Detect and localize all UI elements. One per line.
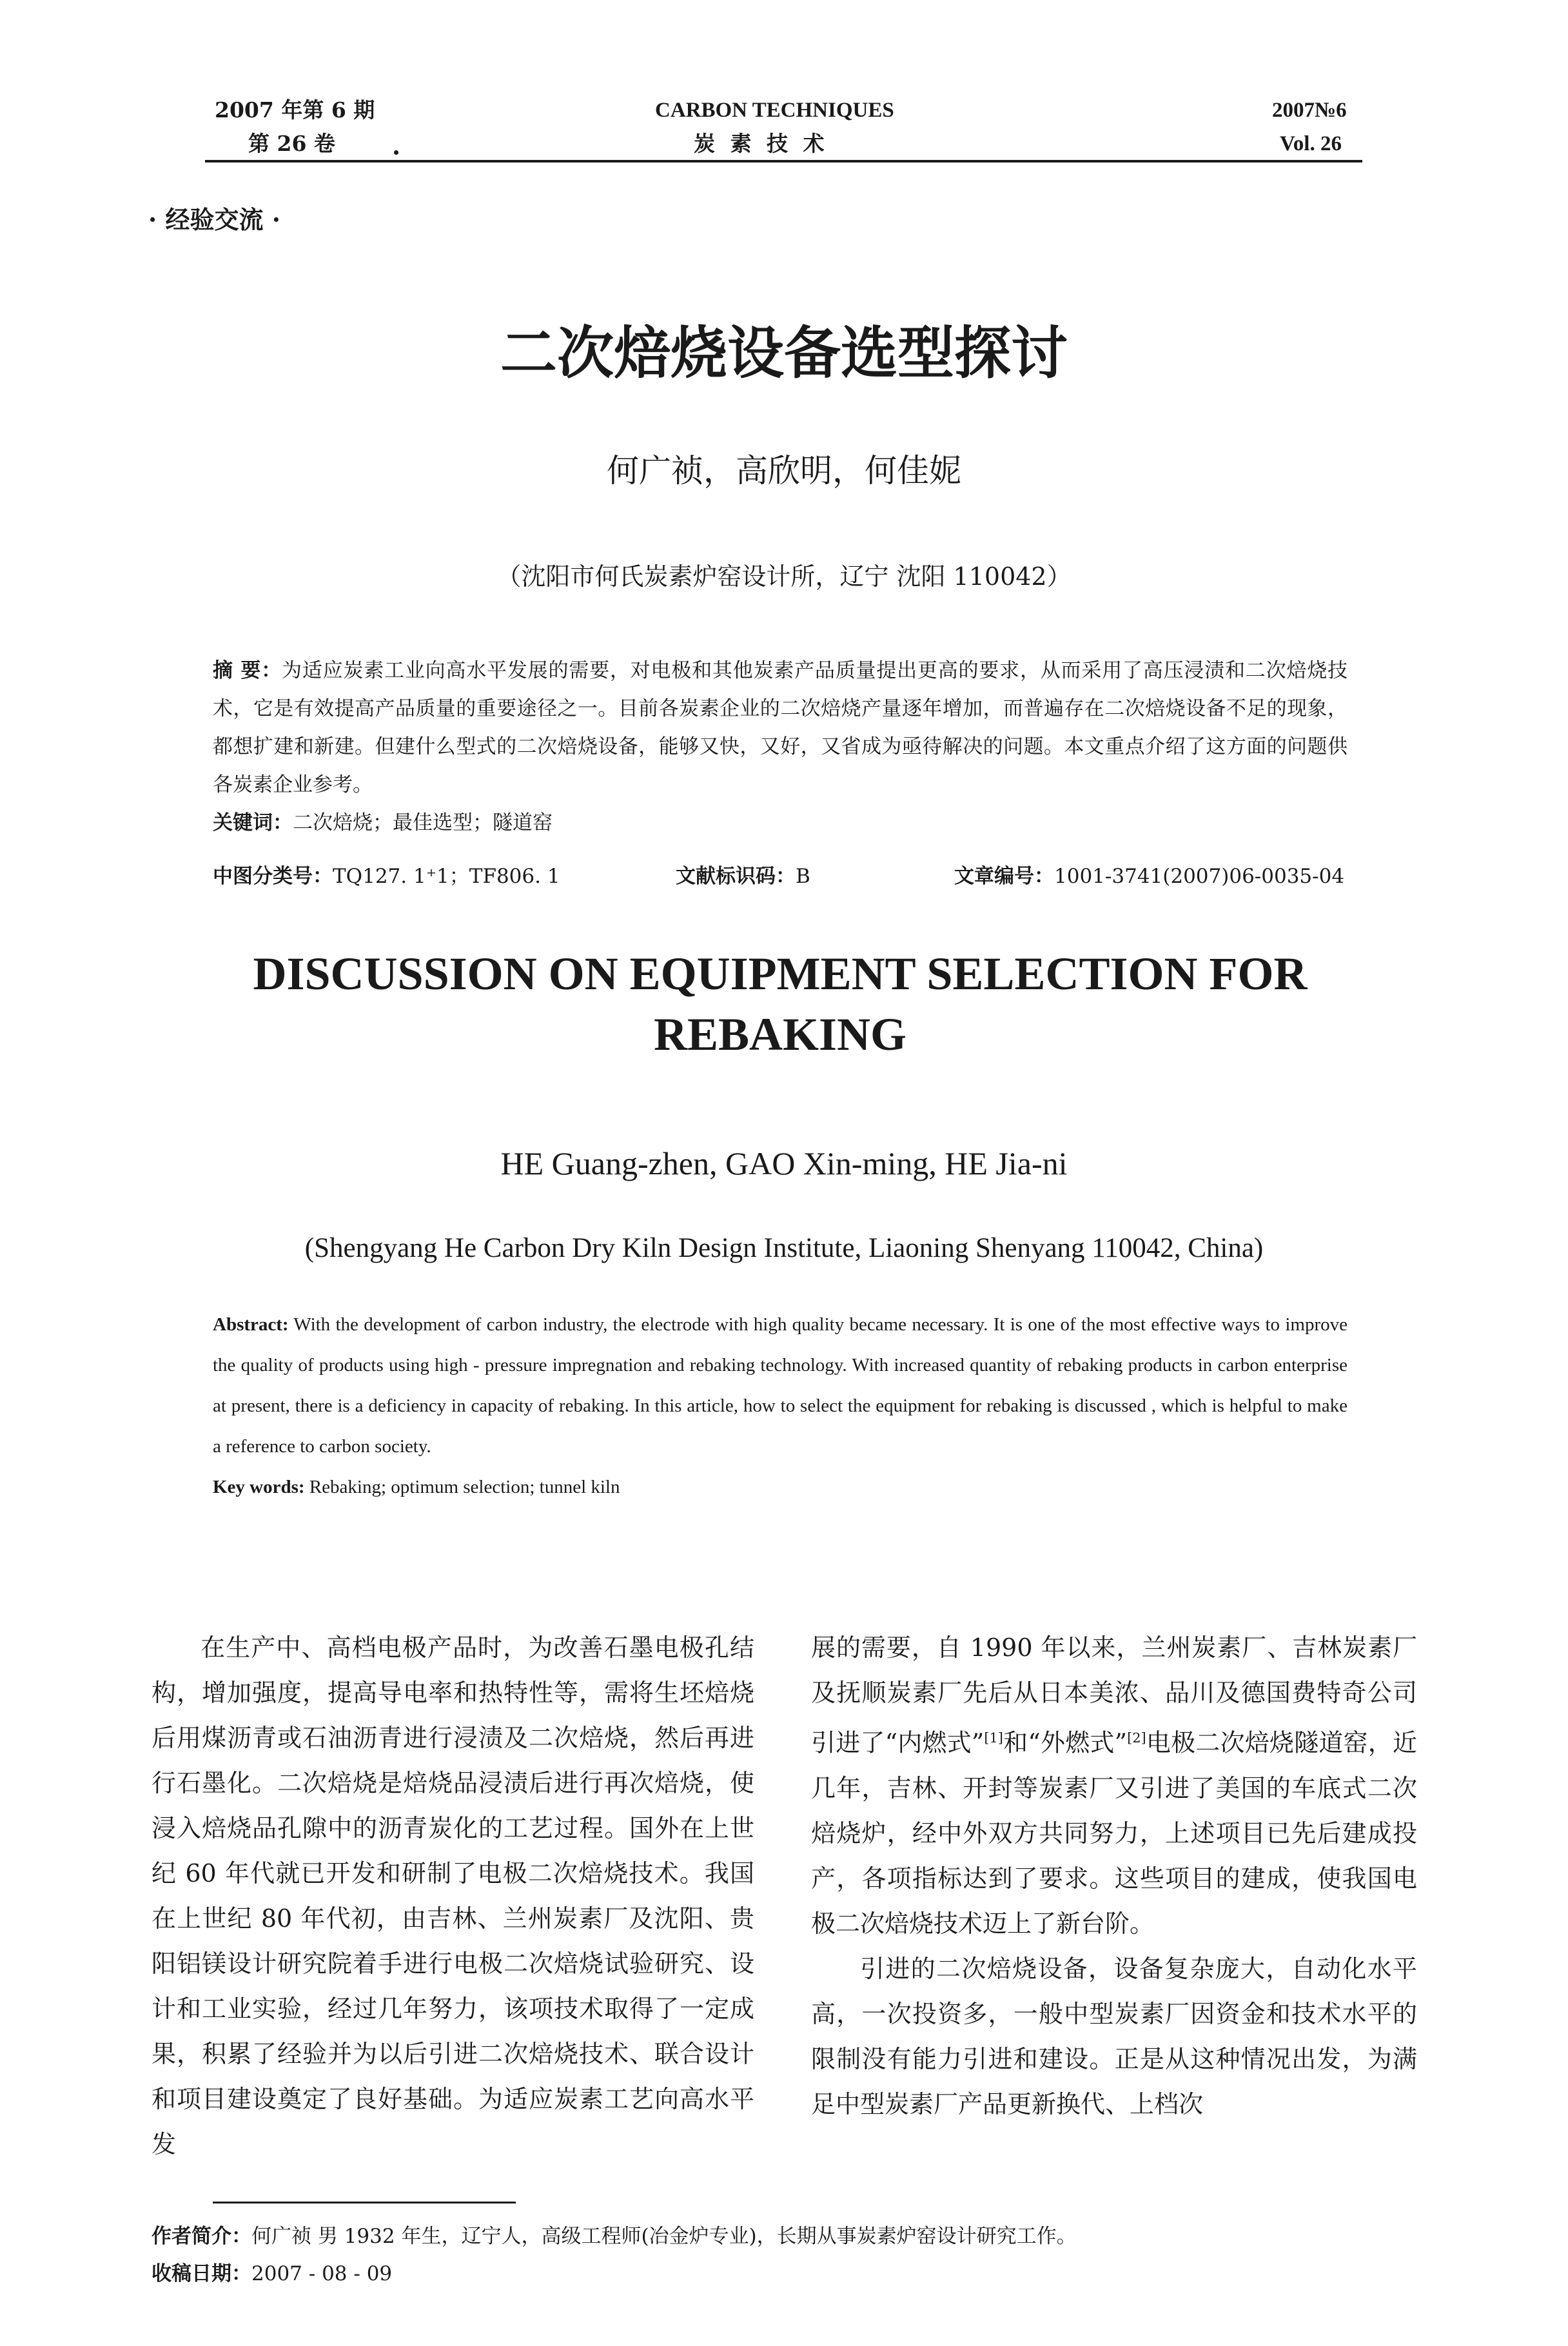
citation-ref: [2] [1127,1730,1146,1746]
en-authors: HE Guang-zhen, GAO Xin-ming, HE Jia-ni [500,1145,1068,1181]
header-year-number: 2007№6 [1272,99,1347,122]
body-right-column [811,1625,1417,2127]
en-abstract [213,1305,1348,1508]
body-text: 和“外燃式” [1003,1728,1128,1757]
footnote-rule [213,2202,516,2203]
section-tag: · 经验交流 · [148,205,280,234]
clc-line [213,860,560,889]
body-paragraph [811,1625,1417,1946]
header-journal-en: CARBON TECHNIQUES [655,99,894,122]
cn-abstract [213,652,1348,842]
article-no-line [954,860,1344,889]
body-text: 电极二次焙烧隧道窑，近几年，吉林、开封等炭素厂又引进了美国的车底式二次焙烧炉，经中外双方共同努力，上述项目已先后建成投产，各项指标达到了要求。这些项目的建成，使我国电极二次焙烧技术迈上了新台阶。 [811,1728,1417,1938]
en-abstract-text: With the development of carbon industry, the electrode with high quality became necessary. It is one of the most effective ways to improve the quality of products using high - pressure impregnation and rebaking technology. With increased quantity of rebaking products in carbon enterprise at present, there is a deficiency in capacity of rebaking. In this article, how to select the equipment for rebaking is discussed , which is helpful to make a reference to carbon society. [213,1314,1348,1457]
en-affiliation: (Shengyang He Carbon Dry Kiln Design Institute, Liaoning Shenyang 110042, China) [304,1233,1264,1263]
cn-keywords-label: 关键词： [213,811,293,834]
header-volume-cn: 第 26 卷 [248,131,335,156]
citation-ref: [1] [984,1730,1003,1746]
clc-value: TQ127. 1⁺1；TF806. 1 [333,865,560,888]
en-title: DISCUSSION ON EQUIPMENT SELECTION FOR REBAKING [253,948,1308,1060]
en-keywords-label: Key words: [213,1477,305,1497]
body-paragraph: 在生产中、高档电极产品时，为改善石墨电极孔结构，增加强度，提高导电率和热特性等，需将生坯焙烧后用煤沥青或石油沥青进行浸渍及二次焙烧，然后再进行石墨化。二次焙烧是焙烧品浸渍后进行再次焙烧，使浸入焙烧品孔隙中的沥青炭化的工艺过程。国外在上世纪 60 年代就已开发和研制了电极二次焙烧技术。我国在上世纪 80 年代初，由吉林、兰州炭素厂及沈阳、贵阳铝镁设计研究院着手进行电极二次焙烧试验研究、设计和工业实验，经过几年努力，该项技术取得了一定成果，积累了经验并为以后引进二次焙烧技术、联合设计和项目建设奠定了良好基础。为适应炭素工艺向高水平发 [152,1633,754,2158]
footnote-author-text: 何广祯 男 1932 年生，辽宁人，高级工程师(冶金炉专业)，长期从事炭素炉窑设计研究工作。 [251,2225,1077,2248]
article-no-label: 文章编号： [954,865,1054,888]
body-paragraph: 引进的二次焙烧设备，设备复杂庞大，自动化水平高，一次投资多，一般中型炭素厂因资金和技术水平的限制没有能力引进和建设。正是从这种情况出发，为满足中型炭素厂产品更新换代、上档次 [811,1954,1417,2118]
footnote-received-label: 收稿日期： [152,2262,251,2285]
header-rule [205,160,1362,163]
cn-title: 二次焙烧设备选型探讨 [500,319,1068,386]
doc-code-label: 文献标识码： [676,865,796,888]
doc-code-line [676,860,810,889]
footnote-author [152,2220,1077,2249]
en-keywords-text: Rebaking; optimum selection; tunnel kiln [309,1477,620,1497]
body-left-column [152,1625,754,2167]
footnote-author-label: 作者简介： [152,2225,251,2248]
cn-abstract-label: 摘 要： [213,659,282,682]
header-issue: 2007 年第 6 期 [215,97,375,123]
cn-authors: 何广祯，高欣明，何佳妮 [607,452,961,489]
en-abstract-label: Abstract: [213,1314,289,1335]
cn-keywords-text: 二次焙烧；最佳选型；隧道窑 [293,811,553,834]
article-no-value: 1001-3741(2007)06-0035-04 [1054,865,1345,888]
clc-label: 中图分类号： [213,865,333,888]
doc-code-value: B [796,865,810,888]
header-dot [394,150,398,155]
body-text: 展的需要，自 1990 年以来，兰州炭素厂、吉林炭素厂及抚顺炭素厂先后从日本美浓、品川及德国费特奇公司引进了“内燃式” [811,1633,1417,1757]
footnote-received-text: 2007 - 08 - 09 [251,2262,393,2285]
header-journal-cn: 炭 素 技 术 [694,131,828,156]
header-volume-en: Vol. 26 [1280,132,1342,155]
cn-abstract-text: 为适应炭素工业向高水平发展的需要，对电极和其他炭素产品质量提出更高的要求，从而采用了高压浸渍和二次焙烧技术，它是有效提高产品质量的重要途径之一。目前各炭素企业的二次焙烧产量逐年增加，而普遍存在二次焙烧设备不足的现象，都想扩建和新建。但建什么型式的二次焙烧设备，能够又快，又好，又省成为亟待解决的问题。本文重点介绍了这方面的问题供各炭素企业参考。 [213,659,1348,796]
cn-affiliation: （沈阳市何氏炭素炉窑设计所，辽宁 沈阳 110042） [496,562,1072,591]
footnote-received [152,2257,392,2286]
